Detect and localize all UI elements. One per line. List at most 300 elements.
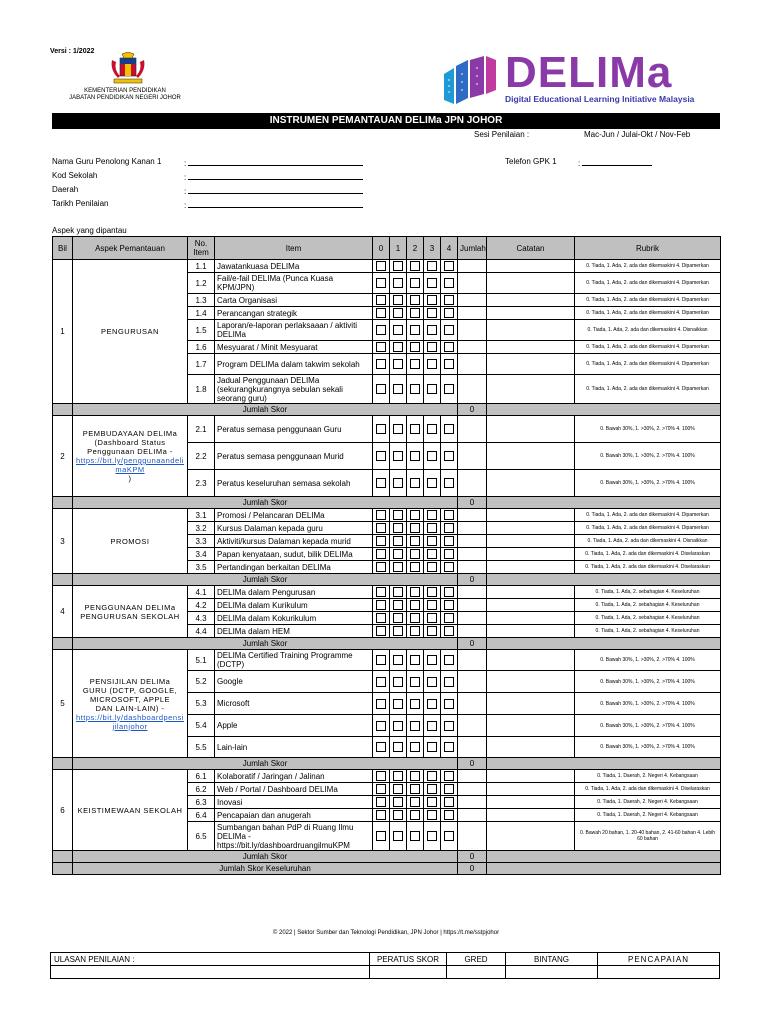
score-checkbox[interactable] [427,451,437,461]
score-checkbox[interactable] [393,600,403,610]
item-number: 6.5 [188,822,215,851]
catatan-cell[interactable] [487,612,575,625]
catatan-cell[interactable] [487,320,575,341]
jumlah-cell [458,470,487,497]
score-checkbox[interactable] [444,742,454,752]
telefon-gpk-blank[interactable] [582,157,652,166]
score-checkbox[interactable] [376,721,386,731]
score-checkbox[interactable] [393,510,403,520]
score-checkbox[interactable] [376,677,386,687]
blank-cell [487,638,721,650]
score-checkbox[interactable] [444,600,454,610]
score-checkbox[interactable] [393,278,403,288]
score-cell-0 [373,443,390,470]
catatan-cell[interactable] [487,535,575,548]
catatan-cell[interactable] [487,273,575,294]
score-checkbox[interactable] [427,613,437,623]
score-checkbox[interactable] [393,342,403,352]
daerah-field[interactable] [184,185,363,196]
score-checkbox[interactable] [427,742,437,752]
score-checkbox[interactable] [393,831,403,841]
score-checkbox[interactable] [427,536,437,546]
score-checkbox[interactable] [427,308,437,318]
score-checkbox[interactable] [376,295,386,305]
catatan-cell[interactable] [487,586,575,599]
catatan-cell[interactable] [487,770,575,783]
catatan-cell[interactable] [487,375,575,404]
score-checkbox[interactable] [376,771,386,781]
jumlah-cell [458,737,487,758]
item-text: Google [215,671,373,693]
score-checkbox[interactable] [393,655,403,665]
catatan-cell[interactable] [487,783,575,796]
score-checkbox[interactable] [376,655,386,665]
score-checkbox[interactable] [444,677,454,687]
score-checkbox[interactable] [410,536,420,546]
score-checkbox[interactable] [393,784,403,794]
score-checkbox[interactable] [410,831,420,841]
score-checkbox[interactable] [410,613,420,623]
score-checkbox[interactable] [444,325,454,335]
jumlah-cell [458,650,487,671]
score-checkbox[interactable] [376,742,386,752]
score-cell-3 [424,522,441,535]
score-checkbox[interactable] [393,549,403,559]
catatan-cell[interactable] [487,599,575,612]
gred-value[interactable] [447,966,506,979]
score-checkbox[interactable] [427,562,437,572]
score-cell-2 [407,770,424,783]
score-cell-2 [407,783,424,796]
score-cell-1 [390,535,407,548]
score-cell-2 [407,294,424,307]
catatan-cell[interactable] [487,693,575,715]
score-checkbox[interactable] [376,261,386,271]
score-checkbox[interactable] [393,536,403,546]
catatan-cell[interactable] [487,341,575,354]
score-checkbox[interactable] [444,523,454,533]
score-checkbox[interactable] [427,342,437,352]
score-checkbox[interactable] [427,797,437,807]
item-number: 5.1 [188,650,215,671]
score-checkbox[interactable] [376,810,386,820]
score-checkbox[interactable] [444,562,454,572]
item-number: 6.4 [188,809,215,822]
item-text: Laporan/e-laporan perlaksaaan / aktiviti DELIMa [215,320,373,341]
score-cell-4 [441,612,458,625]
table-row [53,509,721,522]
catatan-cell[interactable] [487,470,575,497]
section-aspek [73,416,188,497]
score-checkbox[interactable] [427,549,437,559]
score-checkbox[interactable] [410,510,420,520]
score-checkbox[interactable] [427,655,437,665]
score-checkbox[interactable] [427,478,437,488]
section-number: 3 [53,509,73,574]
delima-tagline: Digital Educational Learning Initiative Malaysia [505,94,695,104]
rubrik-cell: 0. Tiada, 1. Ada, 2. ada dan dikemaskini 4. Dipamerkan [575,354,721,375]
score-checkbox[interactable] [410,451,420,461]
score-checkbox[interactable] [427,587,437,597]
catatan-cell[interactable] [487,671,575,693]
score-cell-3 [424,535,441,548]
item-number: 2.1 [188,416,215,443]
score-checkbox[interactable] [444,295,454,305]
score-checkbox[interactable] [444,771,454,781]
score-checkbox[interactable] [410,587,420,597]
score-checkbox[interactable] [444,784,454,794]
score-checkbox[interactable] [410,655,420,665]
assessment-table [52,236,721,875]
catatan-cell[interactable] [487,796,575,809]
score-checkbox[interactable] [444,342,454,352]
score-checkbox[interactable] [376,308,386,318]
catatan-cell[interactable] [487,650,575,671]
score-checkbox[interactable] [444,261,454,271]
catatan-cell[interactable] [487,522,575,535]
score-cell-0 [373,548,390,561]
score-checkbox[interactable] [427,510,437,520]
score-checkbox[interactable] [376,626,386,636]
score-checkbox[interactable] [410,359,420,369]
score-checkbox[interactable] [427,261,437,271]
score-cell-3 [424,671,441,693]
score-checkbox[interactable] [376,451,386,461]
score-checkbox[interactable] [427,278,437,288]
score-checkbox[interactable] [393,797,403,807]
score-cell-4 [441,548,458,561]
score-checkbox[interactable] [376,359,386,369]
score-checkbox[interactable] [376,523,386,533]
score-checkbox[interactable] [444,510,454,520]
score-checkbox[interactable] [427,325,437,335]
kod-sekolah-label: Kod Sekolah [52,171,98,180]
item-text: Lain-lain [215,737,373,758]
score-checkbox[interactable] [427,771,437,781]
jumlah-skor-label: Jumlah Skor [73,851,458,863]
score-cell-0 [373,693,390,715]
score-checkbox[interactable] [444,278,454,288]
telefon-gpk-field[interactable] [578,157,652,168]
score-cell-3 [424,715,441,737]
score-checkbox[interactable] [444,536,454,546]
colon: : [184,187,187,196]
peratus-skor-value[interactable] [370,966,447,979]
score-cell-0 [373,416,390,443]
score-checkbox[interactable] [376,510,386,520]
score-checkbox[interactable] [427,384,437,394]
jumlah-skor-label: Jumlah Skor [73,497,458,509]
col-score-1: 1 [390,237,407,260]
item-number: 3.1 [188,509,215,522]
score-checkbox[interactable] [410,342,420,352]
score-checkbox[interactable] [376,797,386,807]
score-checkbox[interactable] [410,424,420,434]
catatan-cell[interactable] [487,561,575,574]
dashboard-link[interactable]: https://bit.ly/penggunaandelimaKPM [76,456,184,474]
score-checkbox[interactable] [444,810,454,820]
score-checkbox[interactable] [410,562,420,572]
score-checkbox[interactable] [427,831,437,841]
score-checkbox[interactable] [376,342,386,352]
score-checkbox[interactable] [393,587,403,597]
jumlah-cell [458,416,487,443]
score-cell-1 [390,612,407,625]
score-checkbox[interactable] [376,384,386,394]
score-checkbox[interactable] [444,626,454,636]
score-checkbox[interactable] [376,424,386,434]
jumlah-cell [458,307,487,320]
catatan-cell[interactable] [487,307,575,320]
ulasan-input[interactable] [51,966,370,979]
score-cell-4 [441,470,458,497]
score-checkbox[interactable] [376,613,386,623]
score-checkbox[interactable] [410,478,420,488]
score-checkbox[interactable] [444,797,454,807]
jumlah-cell [458,770,487,783]
catatan-cell[interactable] [487,548,575,561]
score-checkbox[interactable] [393,699,403,709]
score-checkbox[interactable] [376,587,386,597]
score-cell-1 [390,522,407,535]
score-checkbox[interactable] [393,810,403,820]
score-checkbox[interactable] [427,424,437,434]
catatan-cell[interactable] [487,809,575,822]
jumlah-cell [458,715,487,737]
score-checkbox[interactable] [393,613,403,623]
score-checkbox[interactable] [376,562,386,572]
jumlah-cell [458,612,487,625]
catatan-cell[interactable] [487,715,575,737]
score-checkbox[interactable] [427,677,437,687]
score-checkbox[interactable] [444,613,454,623]
jumlah-cell [458,671,487,693]
score-checkbox[interactable] [410,742,420,752]
catatan-cell[interactable] [487,294,575,307]
item-number: 5.4 [188,715,215,737]
score-checkbox[interactable] [393,295,403,305]
score-checkbox[interactable] [427,721,437,731]
score-checkbox[interactable] [444,308,454,318]
score-checkbox[interactable] [444,359,454,369]
score-cell-0 [373,341,390,354]
catatan-cell[interactable] [487,822,575,851]
score-checkbox[interactable] [410,261,420,271]
kod-sekolah-field[interactable] [184,171,363,182]
score-cell-4 [441,341,458,354]
score-checkbox[interactable] [427,699,437,709]
section-aspek [73,650,188,758]
score-checkbox[interactable] [393,451,403,461]
score-cell-4 [441,354,458,375]
score-checkbox[interactable] [410,325,420,335]
item-number: 4.1 [188,586,215,599]
pencapaian-value[interactable] [598,966,720,979]
score-checkbox[interactable] [393,325,403,335]
score-checkbox[interactable] [393,626,403,636]
score-checkbox[interactable] [393,261,403,271]
score-checkbox[interactable] [444,655,454,665]
item-text: DELIMa dalam Pengurusan [215,586,373,599]
kod-sekolah-blank[interactable] [188,171,363,180]
score-checkbox[interactable] [427,600,437,610]
aspek-line: PEMBUDAYAAN DELIMa [82,429,178,438]
score-cell-3 [424,693,441,715]
score-checkbox[interactable] [393,742,403,752]
score-checkbox[interactable] [410,626,420,636]
score-checkbox[interactable] [376,278,386,288]
score-checkbox[interactable] [376,784,386,794]
nama-guru-blank[interactable] [188,157,363,166]
score-checkbox[interactable] [393,308,403,318]
ministry-line-2: JABATAN PENDIDIKAN NEGERI JOHOR [69,95,181,101]
score-cell-0 [373,260,390,273]
item-text: Promosi / Pelancaran DELIMa [215,509,373,522]
score-checkbox[interactable] [410,523,420,533]
score-cell-1 [390,416,407,443]
score-checkbox[interactable] [393,721,403,731]
score-checkbox[interactable] [410,677,420,687]
score-checkbox[interactable] [444,451,454,461]
catatan-cell[interactable] [487,354,575,375]
score-cell-3 [424,822,441,851]
score-cell-3 [424,783,441,796]
score-checkbox[interactable] [410,549,420,559]
nama-guru-field[interactable] [184,157,363,168]
score-cell-3 [424,354,441,375]
score-cell-4 [441,535,458,548]
score-checkbox[interactable] [444,721,454,731]
score-checkbox[interactable] [376,699,386,709]
score-checkbox[interactable] [410,771,420,781]
score-checkbox[interactable] [444,384,454,394]
jumlah-skor-value: 0 [458,404,487,416]
score-cell-2 [407,737,424,758]
score-checkbox[interactable] [410,278,420,288]
score-cell-3 [424,341,441,354]
score-cell-3 [424,320,441,341]
score-checkbox[interactable] [393,359,403,369]
score-checkbox[interactable] [393,523,403,533]
score-checkbox[interactable] [444,587,454,597]
score-cell-1 [390,770,407,783]
score-checkbox[interactable] [444,478,454,488]
score-checkbox[interactable] [427,784,437,794]
score-checkbox[interactable] [444,424,454,434]
tarikh-label: Tarikh Penilaian [52,199,109,208]
dashboard-link[interactable]: https://bit.ly/dashboardpensijilanjohor [76,712,184,731]
catatan-cell[interactable] [487,416,575,443]
tarikh-blank[interactable] [188,199,363,208]
item-number: 4.2 [188,599,215,612]
tarikh-field[interactable] [184,199,363,210]
jumlah-keseluruhan-label: Jumlah Skor Keseluruhan [73,863,458,875]
rubrik-cell: 0. Tiada, 1. Ada, 2. ada dan dikemaskini 4. Dipamerkan [575,509,721,522]
score-checkbox[interactable] [410,384,420,394]
jumlah-cell [458,375,487,404]
catatan-cell[interactable] [487,260,575,273]
item-number: 2.3 [188,470,215,497]
rubrik-cell: 0. Tiada, 1. Ada, 2. ada dan dikemaskini 4. Dipamerkan [575,294,721,307]
score-checkbox[interactable] [427,810,437,820]
score-checkbox[interactable] [427,523,437,533]
rubrik-cell: 0. Bawah 30%, 1. >30%, 2. >70% 4. 100% [575,650,721,671]
score-checkbox[interactable] [410,295,420,305]
catatan-cell[interactable] [487,509,575,522]
blank-cell [53,574,73,586]
score-cell-4 [441,586,458,599]
score-checkbox[interactable] [376,325,386,335]
score-checkbox[interactable] [376,831,386,841]
score-checkbox[interactable] [410,600,420,610]
score-cell-0 [373,796,390,809]
score-checkbox[interactable] [444,549,454,559]
score-cell-2 [407,625,424,638]
score-checkbox[interactable] [410,308,420,318]
score-cell-2 [407,796,424,809]
score-checkbox[interactable] [444,831,454,841]
score-checkbox[interactable] [376,478,386,488]
catatan-cell[interactable] [487,443,575,470]
score-cell-0 [373,535,390,548]
score-checkbox[interactable] [427,295,437,305]
jumlah-cell [458,599,487,612]
daerah-blank[interactable] [188,185,363,194]
section-number: 4 [53,586,73,638]
catatan-cell[interactable] [487,737,575,758]
score-checkbox[interactable] [376,600,386,610]
score-checkbox[interactable] [427,626,437,636]
score-cell-2 [407,443,424,470]
score-checkbox[interactable] [410,810,420,820]
score-checkbox[interactable] [376,536,386,546]
score-checkbox[interactable] [393,424,403,434]
item-number: 3.3 [188,535,215,548]
col-bil: Bil [53,237,73,260]
score-checkbox[interactable] [393,384,403,394]
score-checkbox[interactable] [410,797,420,807]
score-checkbox[interactable] [393,677,403,687]
score-cell-0 [373,599,390,612]
score-checkbox[interactable] [410,721,420,731]
bintang-value[interactable] [506,966,598,979]
score-checkbox[interactable] [393,478,403,488]
score-cell-4 [441,599,458,612]
score-cell-0 [373,561,390,574]
jumlah-cell [458,796,487,809]
item-text: Peratus semasa penggunaan Murid [215,443,373,470]
colon: : [578,159,581,168]
item-text: Apple [215,715,373,737]
jumlah-cell [458,509,487,522]
ulasan-label: ULASAN PENILAIAN : [51,953,370,966]
score-checkbox[interactable] [444,699,454,709]
score-checkbox[interactable] [393,771,403,781]
score-checkbox[interactable] [410,784,420,794]
aspek-line: GURU (DCTP, GOOGLE, [82,685,178,695]
score-cell-0 [373,770,390,783]
score-checkbox[interactable] [393,562,403,572]
catatan-cell[interactable] [487,625,575,638]
score-checkbox[interactable] [376,549,386,559]
score-checkbox[interactable] [427,359,437,369]
score-cell-4 [441,307,458,320]
aspek-line: Penggunaan DELIMa - [87,447,173,456]
blank-cell [53,758,73,770]
blank-cell [487,574,721,586]
item-number: 5.5 [188,737,215,758]
score-checkbox[interactable] [410,699,420,709]
